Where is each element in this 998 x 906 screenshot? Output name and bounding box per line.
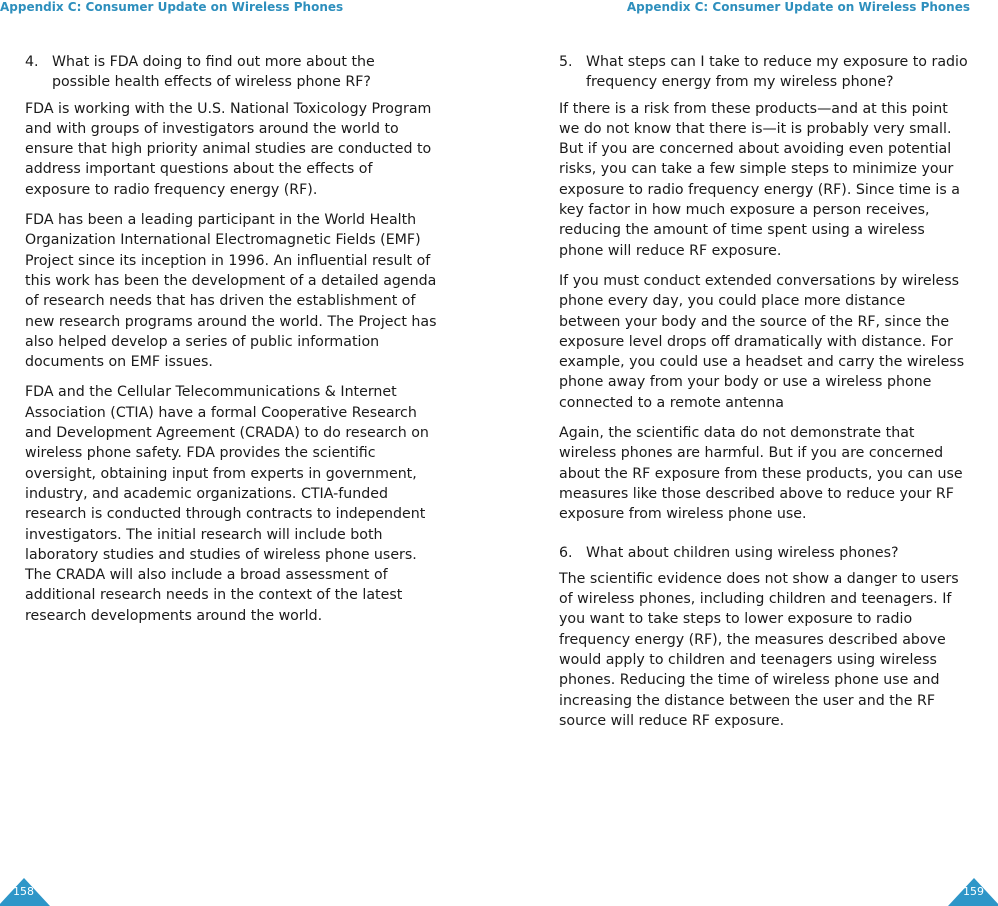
paragraph: Again, the scientific data do not demonstrate that wireless phones are harmful. But if you are concerned about the RF exposure from these products, you can use measures like those described above to reduce your RF exposure from wireless phone use. xyxy=(559,425,963,523)
question-number: 5. xyxy=(559,54,573,70)
question-heading xyxy=(559,52,971,93)
paragraph: FDA has been a leading participant in the World Health Organization International Electromagnetic Fields (EMF) Project since its inception in 1996. An influential result of this work has been the development of a detailed agenda of research needs that has driven the establishment of new research programs around the world. The Project has also helped develop a series of public information documents on EMF issues. xyxy=(25,212,437,371)
question-text: What is FDA doing to find out more about the possible health effects of wireless phone RF? xyxy=(52,54,375,91)
paragraph: If you must conduct extended conversations by wireless phone every day, you could place more distance between your body and the source of the RF, since the exposure level drops off dramatically with distance. For example, you could use a headset and carry the wireless phone away from your body or use a wireless phone connected to a remote antenna xyxy=(559,272,965,411)
question-heading xyxy=(25,52,437,93)
question-number: 4. xyxy=(25,54,39,70)
page-body xyxy=(559,52,971,741)
paragraph: If there is a risk from these products—and at this point we do not know that there is—it is probably very small. But if you are concerned about avoiding even potential risks, you can take a few simple steps to minimize your exposure to radio frequency energy (RF). Since time is a key factor in how much exposure a person receives, reducing the amount of time spent using a wireless phone will reduce RF exposure. xyxy=(559,100,960,259)
question-text: What about children using wireless phones? xyxy=(586,544,899,561)
paragraph: FDA and the Cellular Telecommunications & Internet Association (CTIA) have a formal Cooperative Research and Development Agreement (CRADA) to do research on wireless phone safety. FDA provides the scientific oversight, obtaining input from experts in government, industry, and academic organizations. CTIA-funded research is conducted through contracts to independent investigators. The initial research will include both laboratory studies and studies of wireless phone users. The CRADA will also include a broad assessment of additional research needs in the context of the latest research developments around the world. xyxy=(25,384,429,624)
running-header: Appendix C: Consumer Update on Wireless Phones xyxy=(0,0,344,14)
paragraph: FDA is working with the U.S. National Toxicology Program and with groups of investigators around the world to ensure that high priority animal studies are conducted to address important questions about the effects of exposure to radio frequency energy (RF). xyxy=(25,100,432,198)
question-heading xyxy=(559,543,971,563)
question-number: 6. xyxy=(559,544,573,561)
page-number: 158 xyxy=(13,885,34,898)
paragraph: The scientific evidence does not show a danger to users of wireless phones, including children and teenagers. If you want to take steps to lower exposure to radio frequency energy (RF), the measures described above would apply to children and teenagers using wireless phones. Reducing the time of wireless phone use and increasing the distance between the user and the RF source will reduce RF exposure. xyxy=(559,570,959,729)
question-text: What steps can I take to reduce my exposure to radio frequency energy from my wireless phone? xyxy=(586,54,968,91)
running-header: Appendix C: Consumer Update on Wireless Phones xyxy=(626,0,970,14)
right-page xyxy=(499,0,998,906)
page-number: 159 xyxy=(963,885,984,898)
page-body xyxy=(25,52,437,636)
